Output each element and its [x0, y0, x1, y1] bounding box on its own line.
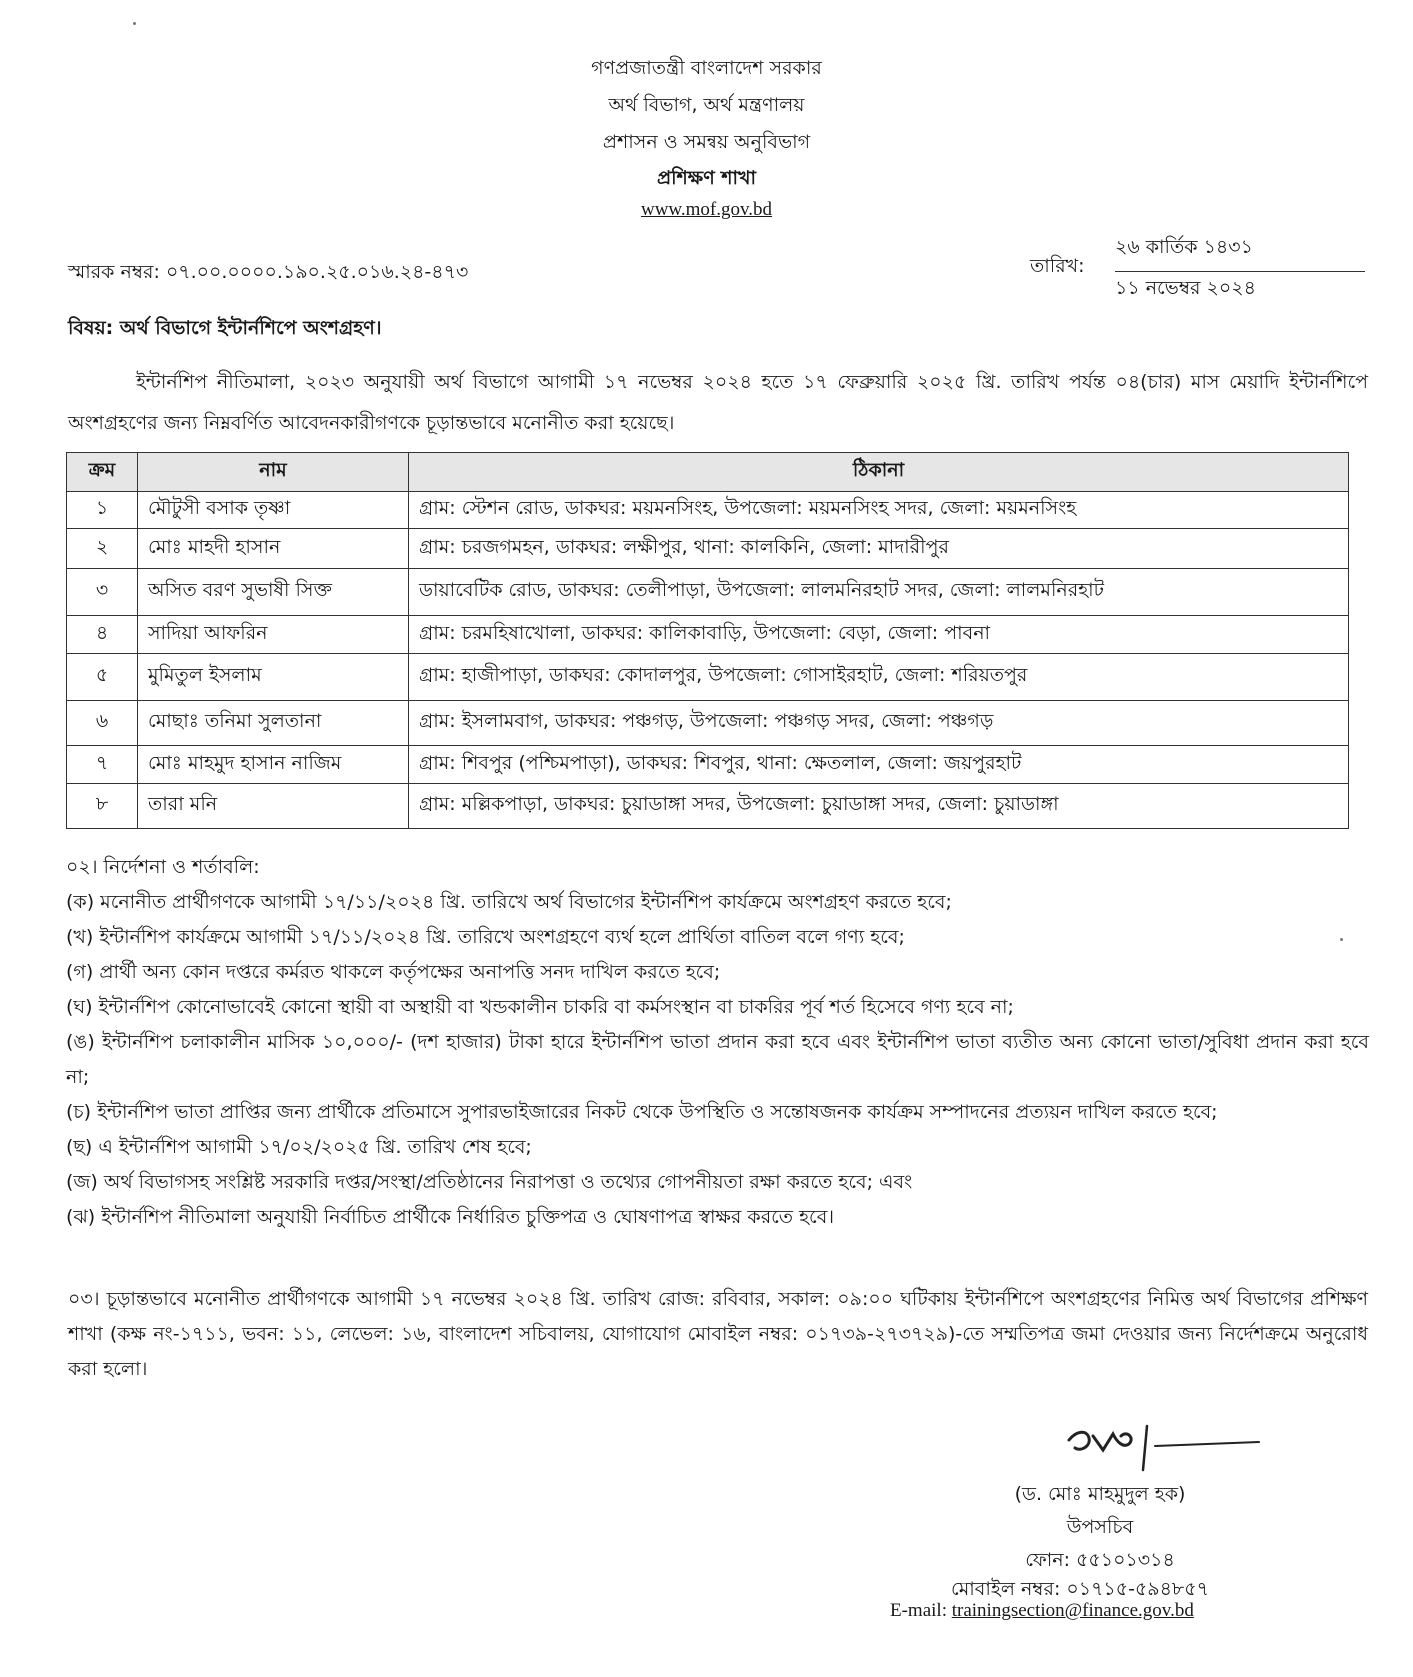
signatory-phone: ফোন: ৫৫১০১৩১৪	[1025, 1549, 1175, 1571]
instructions-heading: ০২। নির্দেশনা ও শর্তাবলি:	[66, 856, 260, 878]
table-row	[67, 746, 1349, 784]
row-serial: ৬	[67, 701, 138, 746]
header-government: গণপ্রজাতন্ত্রী বাংলাদেশ সরকার	[591, 57, 822, 79]
scan-speck	[1340, 938, 1343, 941]
row-serial: ৩	[67, 569, 138, 616]
table-row	[67, 654, 1349, 701]
memo-number: স্মারক নম্বর: ০৭.০০.০০০০.১৯০.২৫.০১৬.২৪-৪৭৩	[68, 261, 469, 283]
header-name: নাম	[138, 453, 409, 492]
header-address: ঠিকানা	[409, 453, 1349, 492]
instruction-item: (জ) অর্থ বিভাগসহ সংশ্লিষ্ট সরকারি দপ্তর/সংস্থা/প্রতিষ্ঠানের নিরাপত্তা ও তথ্যের গোপনীয়তা রক্ষা করতে হবে; এবং	[66, 1171, 913, 1193]
table-row	[67, 529, 1349, 569]
website-link[interactable]: www.mof.gov.bd	[640, 199, 773, 220]
row-name: মুমিতুল ইসলাম	[138, 654, 409, 701]
row-address: গ্রাম: চরমহিষাখোলা, ডাকঘর: কালিকাবাড়ি, উপজেলা: বেড়া, জেলা: পাবনা	[409, 616, 1349, 654]
header-serial: ক্রম	[67, 453, 138, 492]
row-address: ডায়াবেটিক রোড, ডাকঘর: তেলীপাড়া, উপজেলা: লালমনিরহাট সদর, জেলা: লালমনিরহাট	[409, 569, 1349, 616]
signatory-mobile: মোবাইল নম্বর: ০১৭১৫-৫৯৪৮৫৭	[951, 1578, 1209, 1600]
signatory-designation: উপসচিব	[1066, 1516, 1134, 1538]
scan-speck	[133, 22, 136, 25]
email-link[interactable]: trainingsection@finance.gov.bd	[951, 1600, 1194, 1621]
instruction-item: (ঝ) ইন্টার্নশিপ নীতিমালা অনুযায়ী নির্বাচিত প্রার্থীকে নির্ধারিত চুক্তিপত্র ও ঘোষণাপত্র স্বাক্ষর করতে হবে।	[66, 1206, 835, 1228]
row-name: মোছাঃ তনিমা সুলতানা	[138, 701, 409, 746]
instruction-item: (ক) মনোনীত প্রার্থীগণকে আগামী ১৭/১১/২০২৪ খ্রি. তারিখে অর্থ বিভাগের ইন্টার্নশিপ কার্যক্রমে অংশগ্রহণ করতে হবে;	[66, 891, 952, 913]
header-wing: প্রশাসন ও সমন্বয় অনুবিভাগ	[602, 131, 811, 153]
row-address: গ্রাম: চরজগমহন, ডাকঘর: লক্ষীপুর, থানা: কালকিনি, জেলা: মাদারীপুর	[409, 529, 1349, 569]
row-address: গ্রাম: ইসলামবাগ, ডাকঘর: পঞ্চগড়, উপজেলা: পঞ্চগড় সদর, জেলা: পঞ্চগড়	[409, 701, 1349, 746]
intro-paragraph: ইন্টার্নশিপ নীতিমালা, ২০২৩ অনুযায়ী অর্থ বিভাগে আগামী ১৭ নভেম্বর ২০২৪ হতে ১৭ ফেব্রুয়ারি ২০২৫ খ্রি. তারিখ পর্যন্ত ০৪(চার) মাস মেয়াদি ইন্টার্নশিপে অংশগ্রহণের জন্য নিম্নবর্ণিত আবেদনকারীগণকে চূড়ান্তভাবে মনোনীত করা হয়েছে।	[68, 371, 1368, 434]
instruction-item: (খ) ইন্টার্নশিপ কার্যক্রমে আগামী ১৭/১১/২০২৪ খ্রি. তারিখে অংশগ্রহণে ব্যর্থ হলে প্রার্থিতা বাতিল বলে গণ্য হবে;	[66, 926, 905, 948]
date-english: ১১ নভেম্বর ২০২৪	[1115, 277, 1256, 299]
table-row	[67, 701, 1349, 746]
row-name: মোঃ মাহদী হাসান	[138, 529, 409, 569]
signatory-email-row	[890, 1600, 1194, 1622]
signature-image	[1063, 1418, 1263, 1474]
header-division: অর্থ বিভাগ, অর্থ মন্ত্রণালয়	[608, 94, 805, 116]
row-serial: ৫	[67, 654, 138, 701]
header-branch: প্রশিক্ষণ শাখা	[656, 167, 757, 189]
instruction-item: (ছ) এ ইন্টার্নশিপ আগামী ১৭/০২/২০২৫ খ্রি. তারিখ শেষ হবে;	[66, 1136, 532, 1158]
header-website-row	[0, 198, 1413, 221]
row-serial: ৮	[67, 784, 138, 829]
table-row	[67, 569, 1349, 616]
row-address: গ্রাম: স্টেশন রোড, ডাকঘর: ময়মনসিংহ, উপজেলা: ময়মনসিংহ সদর, জেলা: ময়মনসিংহ	[409, 492, 1349, 529]
subject-line: বিষয়: অর্থ বিভাগে ইন্টার্নশিপে অংশগ্রহণ।	[68, 317, 382, 339]
row-name: তারা মনি	[138, 784, 409, 829]
table-row	[67, 784, 1349, 829]
date-label: তারিখ:	[1030, 255, 1085, 277]
row-name: অসিত বরণ সুভাষী সিক্ত	[138, 569, 409, 616]
instruction-item: (চ) ইন্টার্নশিপ ভাতা প্রাপ্তির জন্য প্রার্থীকে প্রতিমাসে সুপারভাইজারের নিকট থেকে উপস্থিতি ও সন্তোষজনক কার্যক্রম সম্পাদনের প্রত্যয়ন দাখিল করতে হবে;	[66, 1101, 1218, 1123]
table-row	[67, 616, 1349, 654]
instruction-item: (গ) প্রার্থী অন্য কোন দপ্তরে কর্মরত থাকলে কর্তৃপক্ষের অনাপত্তি সনদ দাখিল করতে হবে;	[66, 961, 721, 983]
instruction-item: (ঘ) ইন্টার্নশিপ কোনোভাবেই কোনো স্থায়ী বা অস্থায়ী বা খন্ডকালীন চাকরি বা কর্মসংস্থান বা চাকরির পূর্ব শর্ত হিসেবে গণ্য হবে না;	[66, 996, 1014, 1018]
row-serial: ৭	[67, 746, 138, 784]
table-header-row	[67, 453, 1349, 492]
row-serial: ৪	[67, 616, 138, 654]
signatory-name: (ড. মোঃ মাহমুদুল হক)	[1014, 1483, 1186, 1505]
nominee-table	[66, 452, 1349, 829]
instructions-section	[66, 850, 1369, 1235]
row-address: গ্রাম: হাজীপাড়া, ডাকঘর: কোদালপুর, উপজেলা: গোসাইরহাট, জেলা: শরিয়তপুর	[409, 654, 1349, 701]
row-address: গ্রাম: মল্লিকপাড়া, ডাকঘর: চুয়াডাঙ্গা সদর, উপজেলা: চুয়াডাঙ্গা সদর, জেলা: চুয়াডাঙ্গা	[409, 784, 1349, 829]
row-serial: ২	[67, 529, 138, 569]
row-name: সাদিয়া আফরিন	[138, 616, 409, 654]
row-name: মৌটুসী বসাক তৃষ্ণা	[138, 492, 409, 529]
table-row	[67, 492, 1349, 529]
instruction-item: (ঙ) ইন্টার্নশিপ চলাকালীন মাসিক ১০,০০০/- (দশ হাজার) টাকা হারে ইন্টার্নশিপ ভাতা প্রদান করা হবে এবং ইন্টার্নশিপ ভাতা ব্যতীত অন্য কোনো ভাতা/সুবিধা প্রদান করা হবে না;	[66, 1031, 1369, 1088]
row-address: গ্রাম: শিবপুর (পশ্চিমপাড়া), ডাকঘর: শিবপুর, থানা: ক্ষেতলাল, জেলা: জয়পুরহাট	[409, 746, 1349, 784]
row-serial: ১	[67, 492, 138, 529]
row-name: মোঃ মাহমুদ হাসান নাজিম	[138, 746, 409, 784]
email-label: E-mail:	[890, 1600, 947, 1621]
date-bangla: ২৬ কার্তিক ১৪৩১	[1115, 233, 1365, 272]
section-03-paragraph: ০৩। চূড়ান্তভাবে মনোনীত প্রার্থীগণকে আগামী ১৭ নভেম্বর ২০২৪ খ্রি. তারিখ রোজ: রবিবার, সকাল: ০৯:০০ ঘটিকায় ইন্টার্নশিপে অংশগ্রহণের নিমিত্ত অর্থ বিভাগের প্রশিক্ষণ শাখা (কক্ষ নং-১৭১১, ভবন: ১১, লেভেল: ১৬, বাংলাদেশ সচিবালয়, যোগাযোগ মোবাইল নম্বর: ০১৭৩৯-২৭৩৭২৯)-তে সম্মতিপত্র জমা দেওয়ার জন্য নির্দেশক্রমে অনুরোধ করা হলো।	[68, 1288, 1368, 1380]
